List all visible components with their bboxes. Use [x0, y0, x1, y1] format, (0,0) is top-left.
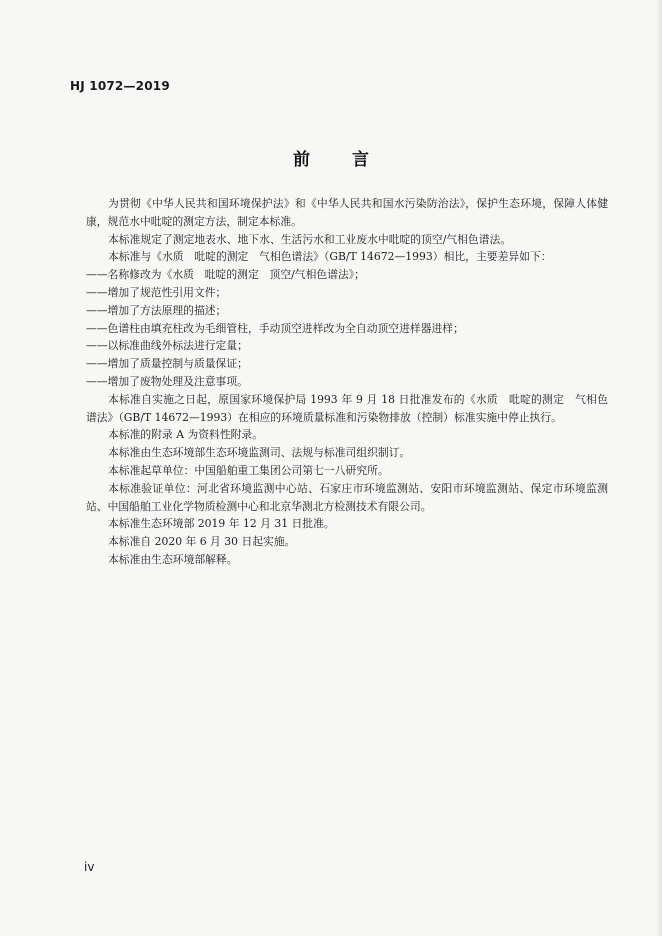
paragraph-appendix: 本标准的附录 A 为资料性附录。	[108, 428, 264, 442]
page-title: 前 言	[293, 150, 387, 170]
paragraph-purpose: 为贯彻《中华人民共和国环境保护法》和《中华人民共和国水污染防治法》，保护生态环境，保障人体健康，规范水中吡啶的测定方法，制定本标准。	[86, 197, 608, 228]
paragraph-approval: 本标准生态环境部 2019 年 12 月 31 日批准。	[108, 517, 335, 531]
paragraph-drafter: 本标准起草单位：中国船舶重工集团公司第七一八研究所。	[108, 463, 389, 477]
paragraph-organizer: 本标准由生态环境部生态环境监测司、法规与标准司组织制订。	[108, 446, 411, 460]
difference-item: ——增加了废物处理及注意事项。	[86, 374, 248, 388]
paragraph-scope: 本标准规定了测定地表水、地下水、生活污水和工业废水中吡啶的顶空/气相色谱法。	[108, 232, 512, 246]
difference-item: ——增加了质量控制与质量保证；	[86, 357, 248, 371]
standard-code: HJ 1072—2019	[70, 79, 170, 93]
difference-item: ——增加了规范性引用文件；	[86, 285, 227, 299]
difference-item: ——名称修改为《水质 吡啶的测定 顶空/气相色谱法》；	[86, 268, 365, 282]
difference-item: ——增加了方法原理的描述；	[86, 303, 227, 317]
paragraph-supersede: 本标准自实施之日起，原国家环境保护局 1993 年 9 月 18 日批准发布的《水质 吡啶的测定 气相色谱法》（GB/T 14672—1993）在相应的环境质量标准和污染物排放（控制）标准实施中停止执行。	[86, 392, 608, 424]
difference-item: ——以标准曲线外标法进行定量；	[86, 339, 248, 353]
paragraph-verifiers: 本标准验证单位：河北省环境监测中心站、石家庄市环境监测站、安阳市环境监测站、保定市环境监测站、中国船舶工业化学物质检测中心和北京华测北方检测技术有限公司。	[86, 481, 608, 513]
difference-item: ——色谱柱由填充柱改为毛细管柱，手动顶空进样改为全自动顶空进样器进样；	[86, 321, 464, 335]
page-edge-shadow	[656, 0, 662, 936]
paragraph-effective-date: 本标准自 2020 年 6 月 30 日起实施。	[108, 535, 296, 549]
paragraph-interpretation: 本标准由生态环境部解释。	[108, 552, 238, 566]
foreword-body	[86, 195, 608, 569]
paragraph-differences-intro: 本标准与《水质 吡啶的测定 气相色谱法》（GB/T 14672—1993）相比，主要差异如下：	[108, 250, 552, 264]
page-number: iv	[84, 860, 95, 874]
